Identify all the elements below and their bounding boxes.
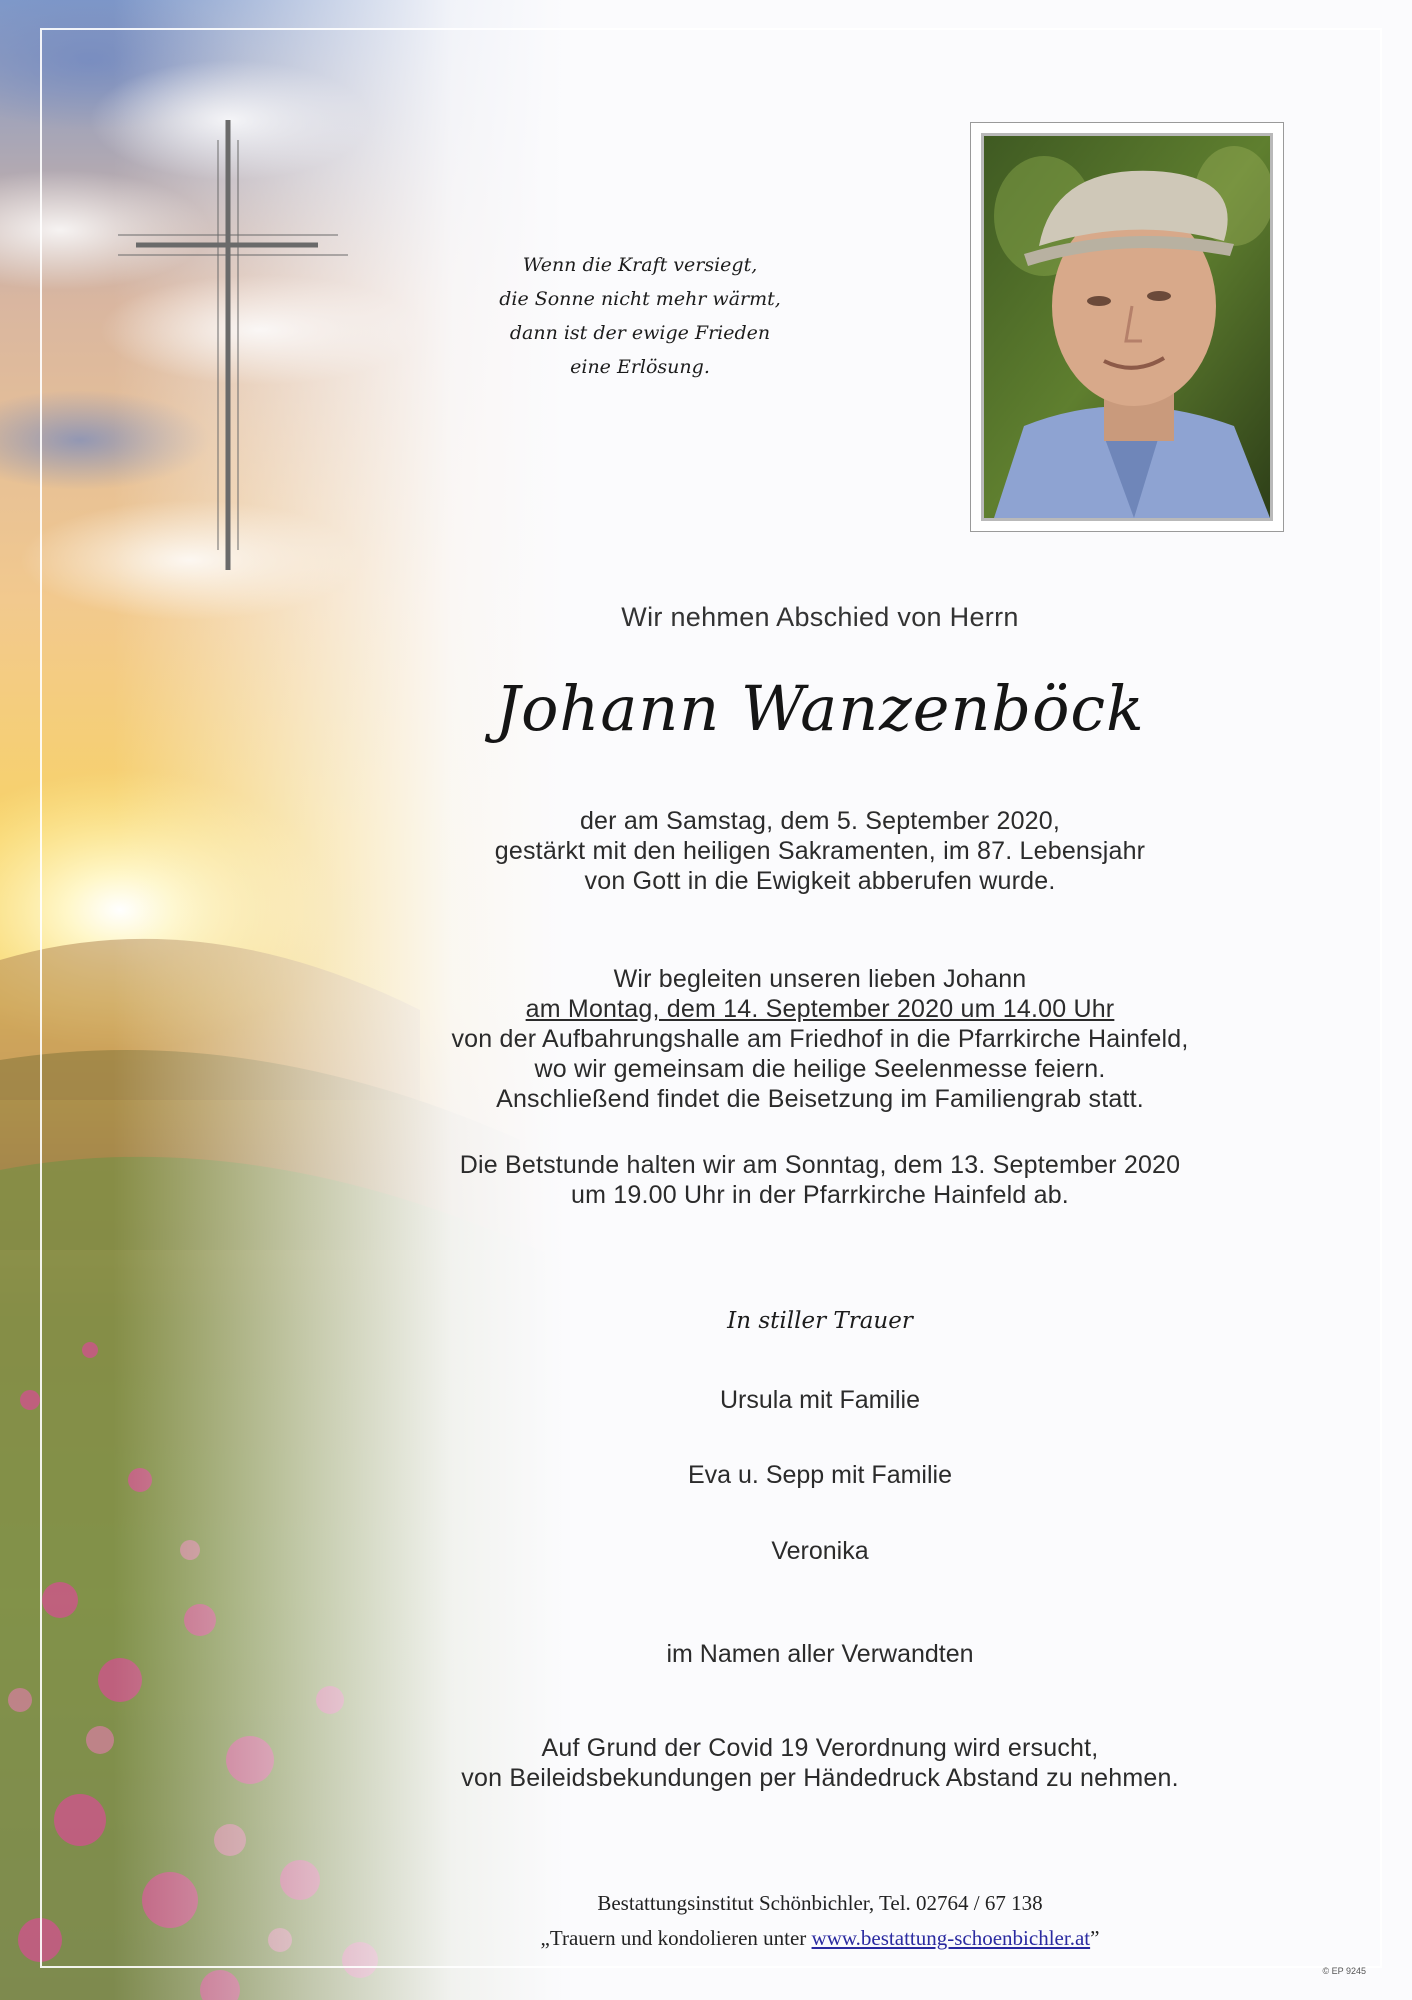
mourner-name: Veronika [771, 1537, 869, 1565]
verse-line: eine Erlösung. [570, 356, 710, 378]
death-notice-line: von Gott in die Ewigkeit abberufen wurde. [584, 867, 1056, 895]
portrait-frame [970, 122, 1284, 532]
covid-line: Auf Grund der Covid 19 Verordnung wird ersucht, [541, 1734, 1099, 1762]
covid-notice [380, 1733, 1260, 1793]
covid-line: von Beileidsbekundungen per Händedruck Abstand zu nehmen. [461, 1764, 1179, 1792]
intro-text: Wir nehmen Abschied von Herrn [621, 602, 1019, 632]
funeral-line: Anschließend findet die Beisetzung im Familiengrab statt. [496, 1085, 1144, 1113]
funeral-date-time: am Montag, dem 14. September 2020 um 14.00 Uhr [525, 995, 1115, 1023]
mourning-title: In stiller Trauer [727, 1308, 913, 1334]
funeral-home-contact: Bestattungsinstitut Schönbichler, Tel. 02764 / 67 138 [597, 1891, 1043, 1915]
copyright-note: © EP 9245 [1322, 1966, 1366, 1976]
condolence-suffix: ” [1090, 1926, 1100, 1950]
prayer-line: um 19.00 Uhr in der Pfarrkirche Hainfeld ab. [571, 1181, 1069, 1209]
funeral-line: wo wir gemeinsam die heilige Seelenmesse feiern. [534, 1055, 1106, 1083]
death-notice-line: der am Samstag, dem 5. September 2020, [579, 807, 1061, 835]
prayer-hour [380, 1150, 1260, 1210]
prayer-line: Die Betstunde halten wir am Sonntag, dem 13. September 2020 [459, 1151, 1181, 1179]
mourner-name: Ursula mit Familie [719, 1386, 921, 1414]
death-notice-line: gestärkt mit den heiligen Sakramenten, im 87. Lebensjahr [494, 837, 1146, 865]
funeral-details [380, 964, 1260, 1114]
relatives-note: im Namen aller Verwandten [666, 1640, 974, 1668]
portrait-photo [981, 133, 1273, 521]
verse-line: die Sonne nicht mehr wärmt, [499, 288, 781, 310]
mourner-name: Eva u. Sepp mit Familie [688, 1461, 952, 1489]
verse-line: Wenn die Kraft versiegt, [522, 254, 758, 276]
cross-icon [118, 120, 348, 570]
condolence-link[interactable]: www.bestattung-schoenbichler.at [811, 1926, 1091, 1950]
funeral-home-footer [380, 1886, 1260, 1956]
funeral-line: Wir begleiten unseren lieben Johann [613, 965, 1027, 993]
verse [475, 248, 805, 384]
verse-line: dann ist der ewige Frieden [509, 322, 771, 344]
funeral-line: von der Aufbahrungshalle am Friedhof in die Pfarrkirche Hainfeld, [451, 1025, 1189, 1053]
deceased-name: Johann Wanzenböck [495, 672, 1145, 745]
death-notice [380, 806, 1260, 896]
condolence-prefix: „Trauern und kondolieren unter [540, 1926, 812, 1950]
